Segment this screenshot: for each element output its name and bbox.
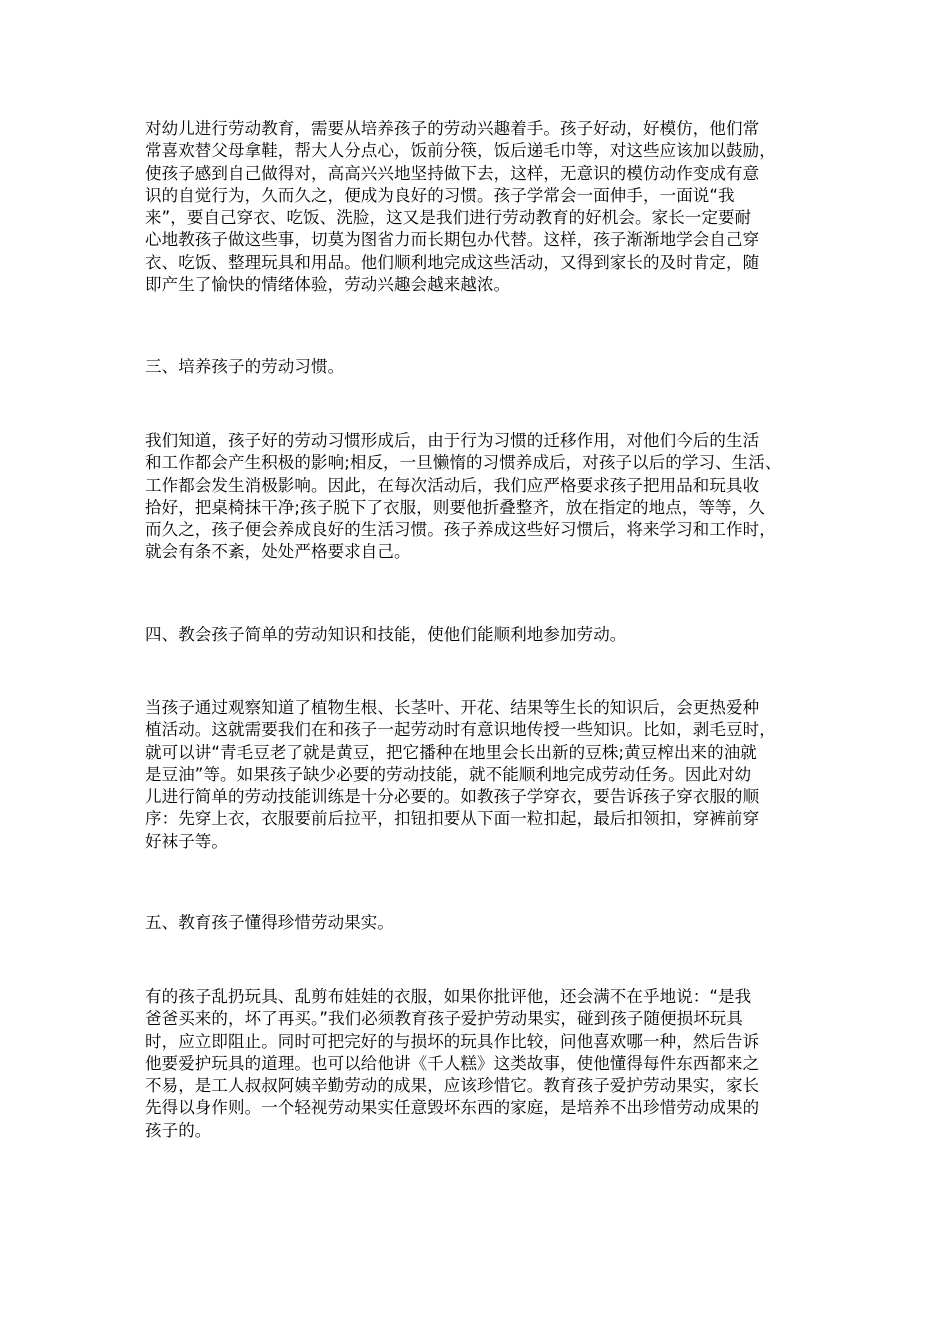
text-line: 序：先穿上衣，衣服要前后拉平，扣钮扣要从下面一粒扣起，最后扣领扣，穿裤前穿: [145, 809, 760, 829]
heading-text: 三、培养孩子的劳动习惯。: [145, 357, 345, 376]
text-line: 是豆油”等。如果孩子缺少必要的劳动技能，就不能顺利地完成劳动任务。因此对幼: [145, 764, 752, 784]
text-line: 常喜欢替父母拿鞋，帮大人分点心，饭前分筷，饭后递毛巾等，对这些应该加以鼓励，: [145, 141, 776, 161]
heading-text: 四、教会孩子简单的劳动知识和技能，使他们能顺利地参加劳动。: [145, 625, 627, 644]
section-heading-4: [145, 624, 626, 646]
paragraph-interest: [145, 118, 776, 296]
text-line: 即产生了愉快的情绪体验，劳动兴趣会越来越浓。: [145, 275, 511, 295]
text-line: 有的孩子乱扔玩具、乱剪布娃娃的衣服，如果你批评他，还会满不在乎地说：“是我: [145, 987, 752, 1006]
text-line: 工作都会发生消极影响。因此，在每次活动后，我们应严格要求孩子把用品和玩具收: [145, 475, 760, 495]
text-line: 他要爱护玩具的道理。也可以给他讲《千人糕》这类故事，使他懂得每件东西都来之: [145, 1053, 760, 1073]
text-line: 拾好，把桌椅抹干净;孩子脱下了衣服，则要他折叠整齐，放在指定的地点，等等，久: [145, 497, 765, 517]
text-line: 当孩子通过观察知道了植物生根、长茎叶、开花、结果等生长的知识后，会更热爱种: [145, 698, 760, 717]
text-line: 植活动。这就需要我们在和孩子一起劳动时有意识地传授一些知识。比如，剥毛豆时，: [145, 720, 776, 740]
text-line: 先得以身作则。一个轻视劳动果实任意毁坏东西的家庭，是培养不出珍惜劳动成果的: [145, 1098, 760, 1118]
heading-text: 五、教育孩子懂得珍惜劳动果实。: [145, 913, 394, 932]
text-line: 衣、吃饭、整理玩具和用品。他们顺利地完成这些活动，又得到家长的及时肯定，随: [145, 252, 760, 272]
text-line: 识的自觉行为，久而久之，便成为良好的习惯。孩子学常会一面伸手，一面说“我: [145, 185, 735, 205]
text-line: 就会有条不紊，处处严格要求自己。: [145, 542, 411, 562]
text-line: 来”，要自己穿衣、吃饭、洗脸，这又是我们进行劳动教育的好机会。家长一定要耐: [145, 208, 752, 228]
section-heading-5: [145, 912, 394, 934]
paragraph-knowledge: [145, 697, 776, 853]
text-line: 对幼儿进行劳动教育，需要从培养孩子的劳动兴趣着手。孩子好动，好模仿，他们常: [145, 119, 760, 138]
text-line: 好袜子等。: [145, 831, 228, 851]
paragraph-habits: [145, 430, 781, 564]
paragraph-cherish: [145, 986, 759, 1142]
text-line: 我们知道，孩子好的劳动习惯形成后，由于行为习惯的迁移作用，对他们今后的生活: [145, 431, 760, 450]
text-line: 孩子的。: [145, 1120, 212, 1140]
text-line: 心地教孩子做这些事，切莫为图省力而长期包办代替。这样，孩子渐渐地学会自己穿: [145, 230, 760, 250]
text-line: 儿进行简单的劳动技能训练是十分必要的。如教孩子学穿衣，要告诉孩子穿衣服的顺: [145, 787, 760, 807]
text-line: 不易，是工人叔叔阿姨辛勤劳动的成果，应该珍惜它。教育孩子爱护劳动果实，家长: [145, 1076, 760, 1096]
text-line: 和工作都会产生积极的影响;相反，一旦懒惰的习惯养成后，对孩子以后的学习、生活、: [145, 453, 782, 473]
text-line: 时，应立即阻止。同时可把完好的与损坏的玩具作比较，问他喜欢哪一种，然后告诉: [145, 1031, 760, 1051]
text-line: 而久之，孩子便会养成良好的生活习惯。孩子养成这些好习惯后，将来学习和工作时，: [145, 520, 776, 540]
text-line: 爸爸买来的，坏了再买。”我们必须教育孩子爱护劳动果实，碰到孩子随便损坏玩具: [145, 1009, 743, 1029]
text-line: 就可以讲“青毛豆老了就是黄豆，把它播种在地里会长出新的豆株;黄豆榨出来的油就: [145, 742, 757, 762]
text-line: 使孩子感到自己做得对，高高兴兴地坚持做下去，这样，无意识的模仿动作变成有意: [145, 163, 760, 183]
section-heading-3: [145, 356, 344, 378]
